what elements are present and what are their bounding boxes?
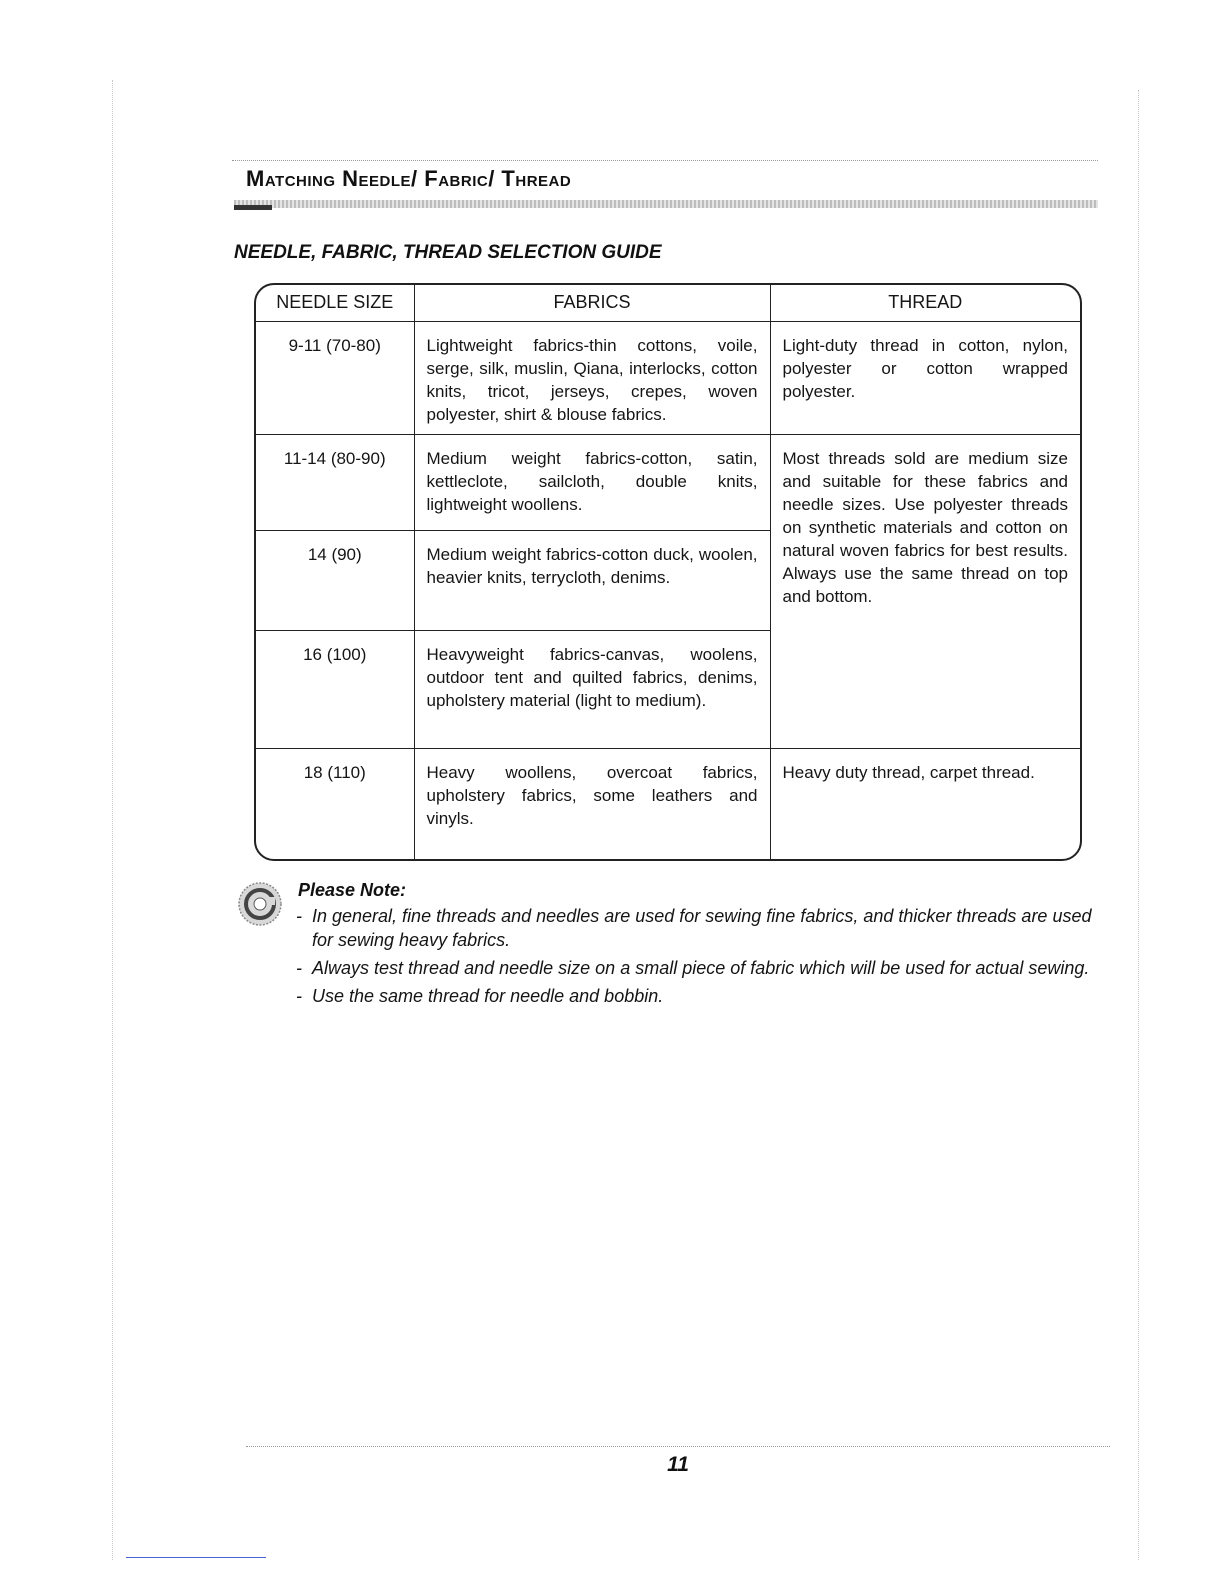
selection-guide-table-frame bbox=[254, 283, 1082, 861]
thread-cell: Light-duty thread in cotton, nylon, polyester or cotton wrapped polyester. bbox=[770, 322, 1080, 435]
section-title: Matching Needle/ Fabric/ Thread bbox=[246, 166, 572, 191]
fabrics-cell: Lightweight fabrics-thin cottons, voile, serge, silk, muslin, Qiana, interlocks, cotton knits, tricot, jerseys, crepes, woven polyester, shirt & blouse fabrics. bbox=[414, 322, 770, 435]
note-item: - Use the same thread for needle and bobbin. bbox=[296, 984, 1108, 1008]
thread-cell: Heavy duty thread, carpet thread. bbox=[770, 749, 1080, 860]
top-rule bbox=[232, 160, 1098, 161]
table-header-row bbox=[256, 285, 1080, 322]
table-row bbox=[256, 749, 1080, 860]
page-number: 11 bbox=[667, 1453, 689, 1476]
scan-edge-right bbox=[1138, 90, 1139, 1560]
scan-artifact-line bbox=[126, 1557, 266, 1558]
column-header-fabrics: FABRICS bbox=[414, 285, 770, 322]
needle-size-cell: 18 (110) bbox=[256, 749, 414, 860]
title-underline-bar bbox=[234, 200, 1098, 208]
bottom-rule bbox=[246, 1446, 1110, 1447]
needle-size-cell: 14 (90) bbox=[256, 531, 414, 631]
title-underline-accent bbox=[234, 205, 272, 210]
note-item: - In general, fine threads and needles are used for sewing fine fabrics, and thicker threads are used for sewing heavy fabrics. bbox=[296, 904, 1108, 952]
fabrics-cell: Medium weight fabrics-cotton duck, woolen, heavier knits, terrycloth, denims. bbox=[414, 531, 770, 631]
note-list bbox=[296, 904, 1108, 1012]
needle-size-cell: 11-14 (80-90) bbox=[256, 435, 414, 531]
column-header-thread: THREAD bbox=[770, 285, 1080, 322]
needle-size-cell: 16 (100) bbox=[256, 631, 414, 749]
note-title: Please Note: bbox=[298, 880, 407, 900]
needle-size-cell: 9-11 (70-80) bbox=[256, 322, 414, 435]
thread-cell: Most threads sold are medium size and suitable for these fabrics and needle sizes. Use polyester threads on synthetic materials and cotton on natural woven fabrics for best results. Always use the same thread on top and bottom. bbox=[770, 435, 1080, 749]
note-icon bbox=[236, 880, 284, 928]
guide-heading: NEEDLE, FABRIC, THREAD SELECTION GUIDE bbox=[234, 242, 662, 263]
fabrics-cell: Heavyweight fabrics-canvas, woolens, outdoor tent and quilted fabrics, denims, upholstery material (light to medium). bbox=[414, 631, 770, 749]
table-row bbox=[256, 322, 1080, 435]
fabrics-cell: Medium weight fabrics-cotton, satin, kettleclote, sailcloth, double knits, lightweight woollens. bbox=[414, 435, 770, 531]
table-row bbox=[256, 435, 1080, 531]
scan-edge-left bbox=[112, 80, 113, 1560]
column-header-needle-size: NEEDLE SIZE bbox=[256, 285, 414, 322]
note-item: - Always test thread and needle size on a small piece of fabric which will be used for actual sewing. bbox=[296, 956, 1108, 980]
selection-guide-table bbox=[256, 285, 1080, 859]
fabrics-cell: Heavy woollens, overcoat fabrics, upholstery fabrics, some leathers and vinyls. bbox=[414, 749, 770, 860]
